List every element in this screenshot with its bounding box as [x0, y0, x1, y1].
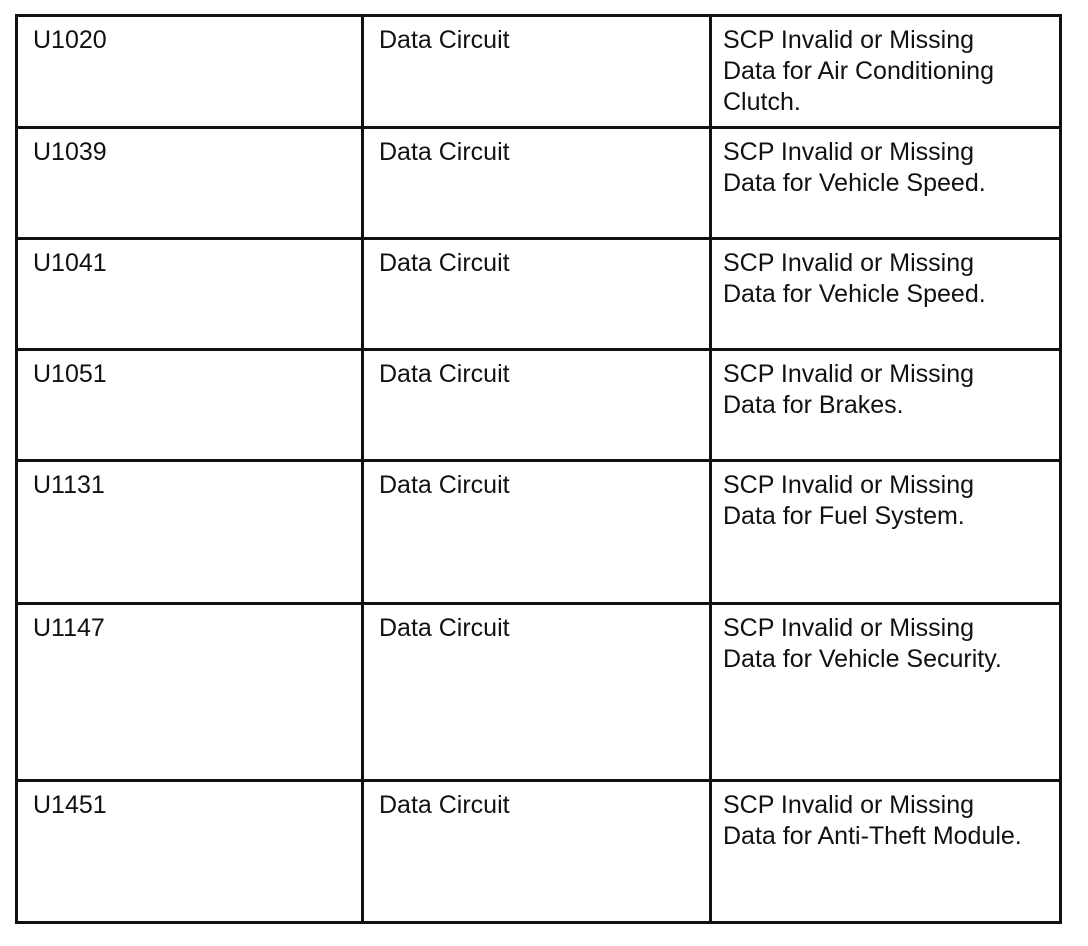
dtc-code-cell: U1039 — [17, 128, 363, 239]
description-line: Data for Vehicle Speed. — [723, 280, 986, 308]
table-row — [17, 239, 1061, 350]
description-cell — [711, 604, 1061, 781]
description-cell — [711, 239, 1061, 350]
description-cell — [711, 461, 1061, 604]
table-row — [17, 604, 1061, 781]
description-cell — [711, 16, 1061, 128]
description-line: SCP Invalid or Missing — [723, 138, 975, 166]
description-line: Data for Anti-Theft Module. — [723, 822, 1022, 850]
dtc-code-cell: U1451 — [17, 781, 363, 923]
table-row — [17, 350, 1061, 461]
dtc-table — [15, 14, 1062, 924]
dtc-code-cell: U1041 — [17, 239, 363, 350]
dtc-code-cell: U1131 — [17, 461, 363, 604]
description-line: Clutch. — [723, 88, 801, 116]
system-cell: Data Circuit — [363, 461, 711, 604]
description-cell — [711, 128, 1061, 239]
table-row — [17, 128, 1061, 239]
description-line: SCP Invalid or Missing — [723, 26, 975, 54]
system-cell: Data Circuit — [363, 239, 711, 350]
dtc-code-cell: U1020 — [17, 16, 363, 128]
dtc-code-cell: U1051 — [17, 350, 363, 461]
system-cell: Data Circuit — [363, 604, 711, 781]
description-cell — [711, 350, 1061, 461]
description-cell — [711, 781, 1061, 923]
system-cell: Data Circuit — [363, 128, 711, 239]
description-line: Data for Fuel System. — [723, 502, 965, 530]
table-row — [17, 461, 1061, 604]
description-line: SCP Invalid or Missing — [723, 791, 975, 819]
table-row — [17, 781, 1061, 923]
description-line: SCP Invalid or Missing — [723, 471, 975, 499]
table-row — [17, 16, 1061, 128]
description-line: Data for Brakes. — [723, 391, 904, 419]
dtc-code-cell: U1147 — [17, 604, 363, 781]
description-line: SCP Invalid or Missing — [723, 614, 975, 642]
description-line: SCP Invalid or Missing — [723, 249, 975, 277]
system-cell: Data Circuit — [363, 16, 711, 128]
description-line: Data for Vehicle Speed. — [723, 169, 986, 197]
description-line: SCP Invalid or Missing — [723, 360, 975, 388]
system-cell: Data Circuit — [363, 350, 711, 461]
description-line: Data for Air Conditioning — [723, 57, 994, 85]
description-line: Data for Vehicle Security. — [723, 645, 1002, 673]
system-cell: Data Circuit — [363, 781, 711, 923]
